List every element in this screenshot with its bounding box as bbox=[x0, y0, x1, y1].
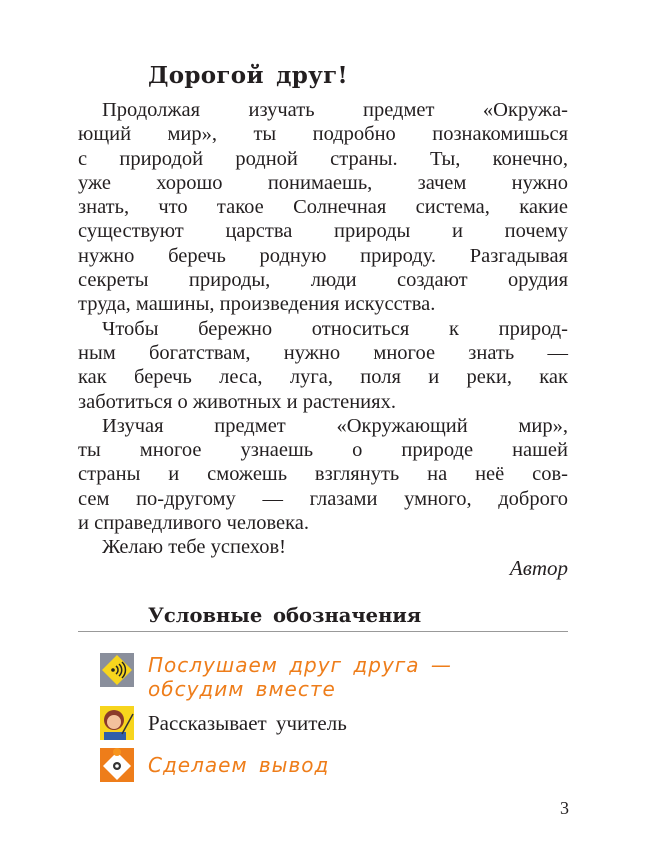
letter-body bbox=[78, 98, 568, 560]
text-line: с природой родной страны. Ты, конечно, bbox=[78, 147, 568, 170]
text-line: Чтобы бережно относиться к природ- bbox=[102, 317, 568, 340]
text-line: Продолжая изучать предмет «Окружа- bbox=[102, 99, 568, 121]
text-line: страны и сможешь взглянуть на неё сов- bbox=[78, 463, 568, 486]
text-line: труда, машины, произведения искусства. bbox=[78, 293, 436, 316]
page-number: 3 bbox=[560, 798, 569, 818]
text-line: знать, что такое Солнечная система, какие bbox=[78, 196, 568, 219]
text-line: как беречь леса, луга, поля и реки, как bbox=[78, 366, 568, 389]
legend-label: обсудим вместе bbox=[148, 677, 336, 701]
text-line: сем по-другому — глазами умного, доброго bbox=[78, 487, 568, 510]
legend-item-teacher bbox=[100, 706, 347, 740]
text-line: заботиться о животных и растениях. bbox=[78, 390, 396, 413]
text-line: ющий мир», ты подробно познакомишься bbox=[78, 123, 568, 146]
text-line: Изучая предмет «Окружающий мир», bbox=[102, 414, 568, 437]
legend-item-conclusion bbox=[100, 748, 329, 782]
legend-label: Послушаем друг друга — bbox=[148, 653, 452, 677]
text-line: и справедливого человека. bbox=[78, 512, 310, 535]
author-signature: Автор bbox=[509, 556, 568, 580]
text-line: нужно беречь родную природу. Разгадывая bbox=[78, 244, 568, 267]
text-line: секреты природы, люди создают орудия bbox=[78, 269, 568, 292]
legend-title: Условные обозначения bbox=[148, 604, 422, 627]
legend-label: Рассказывает учитель bbox=[148, 711, 347, 735]
text-line: существуют царства природы и почему bbox=[78, 220, 568, 243]
divider bbox=[78, 631, 568, 632]
text-line: ты многое узнаешь о природе нашей bbox=[78, 439, 568, 462]
teacher-icon bbox=[100, 706, 134, 740]
legend-item-listen bbox=[100, 653, 452, 701]
legend-label: Сделаем вывод bbox=[148, 753, 330, 777]
listen-discuss-icon bbox=[100, 653, 134, 687]
conclusion-icon bbox=[100, 748, 134, 782]
text-line: уже хорошо понимаешь, зачем нужно bbox=[78, 171, 568, 194]
text-line: ным богатствам, нужно многое знать — bbox=[78, 341, 568, 364]
page-title: Дорогой друг! bbox=[148, 62, 348, 89]
text-line: Желаю тебе успехов! bbox=[102, 536, 287, 559]
